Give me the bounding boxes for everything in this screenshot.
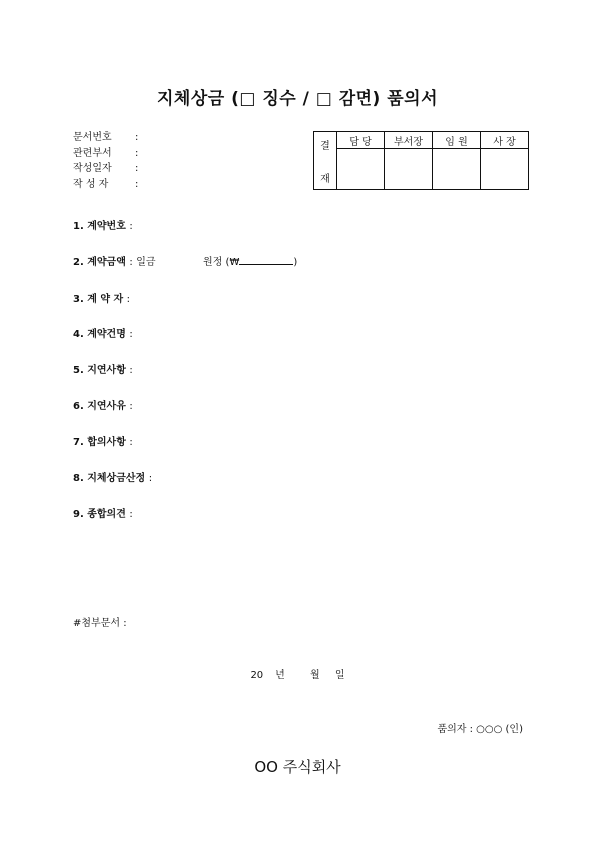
- meta-date: [73, 161, 138, 177]
- meta-sep: :: [135, 132, 139, 143]
- approval-header-manager: 부서장: [385, 132, 433, 149]
- meta-doc-number: [73, 130, 138, 146]
- date-year-unit: 년: [275, 670, 285, 681]
- item-sep: :: [129, 221, 133, 232]
- meta-sep: :: [135, 178, 139, 190]
- item-label: 4. 계약건명: [73, 329, 126, 340]
- item-liquidated-damages-calc: [73, 469, 152, 484]
- amount-close-paren: ): [293, 257, 298, 268]
- item-sep: :: [129, 365, 133, 376]
- meta-department: [73, 146, 138, 162]
- approval-sign-manager[interactable]: [385, 149, 433, 190]
- approval-sign-executive[interactable]: [433, 149, 481, 190]
- item-sep: :: [129, 329, 133, 340]
- item-agreement: [73, 433, 133, 448]
- meta-label: 문서번호: [73, 132, 112, 143]
- date-year: 20: [250, 670, 264, 681]
- item-label: 2. 계약금액: [73, 257, 126, 268]
- item-label: 1. 계약번호: [73, 221, 126, 232]
- amount-blank-line[interactable]: [239, 255, 293, 265]
- approval-table: [313, 131, 529, 190]
- company-name: OO 주식회사: [254, 758, 341, 776]
- item-label: 7. 합의사항: [73, 437, 126, 448]
- amount-won-label: 원정 (₩: [203, 257, 240, 268]
- approval-sign-president[interactable]: [481, 149, 529, 190]
- document-date: [0, 666, 595, 681]
- item-sep: :: [148, 473, 153, 484]
- item-delay-details: [73, 361, 133, 376]
- meta-sep: :: [135, 147, 139, 159]
- item-label: 3. 계 약 자: [73, 294, 124, 305]
- item-delay-reason: [73, 397, 133, 412]
- meta-author: [73, 177, 138, 193]
- item-sep: :: [129, 257, 133, 268]
- item-label: 8. 지체상금산정: [73, 473, 146, 484]
- item-contract-name: [73, 325, 133, 340]
- item-contract-amount: [73, 253, 297, 268]
- approval-sign-staff[interactable]: [337, 149, 385, 190]
- meta-label: 작성일자: [73, 163, 112, 174]
- date-month-unit: 월: [310, 670, 320, 681]
- amount-korean-label: 일금: [136, 257, 156, 268]
- approval-header-executive: 임 원: [433, 132, 481, 149]
- item-overall-opinion: [73, 505, 133, 520]
- item-sep: :: [129, 509, 133, 520]
- approval-side-bottom: 재: [320, 173, 330, 185]
- item-label: 6. 지연사유: [73, 401, 126, 412]
- approval-header-staff: 담 당: [337, 132, 385, 149]
- meta-label: 관련부서: [73, 147, 112, 159]
- item-label: 9. 종합의견: [73, 509, 126, 520]
- proposer-signature: 품의자 : ○○○ (인): [437, 724, 523, 735]
- approval-side-top: 결: [320, 140, 330, 152]
- document-meta: [73, 130, 138, 192]
- meta-sep: :: [135, 163, 139, 174]
- item-contractor: [73, 290, 130, 305]
- date-day-unit: 일: [334, 670, 345, 681]
- item-contract-number: [73, 217, 133, 232]
- meta-label: 작 성 자: [73, 178, 109, 190]
- attachment-label: #첨부문서 :: [73, 618, 127, 629]
- item-sep: :: [126, 294, 131, 305]
- item-sep: :: [129, 401, 133, 412]
- approval-header-president: 사 장: [481, 132, 529, 149]
- item-sep: :: [129, 437, 133, 448]
- document-title: 지체상금 (□ 징수 / □ 감면) 품의서: [156, 89, 439, 109]
- item-label: 5. 지연사항: [73, 365, 126, 376]
- approval-side-label: [314, 132, 337, 190]
